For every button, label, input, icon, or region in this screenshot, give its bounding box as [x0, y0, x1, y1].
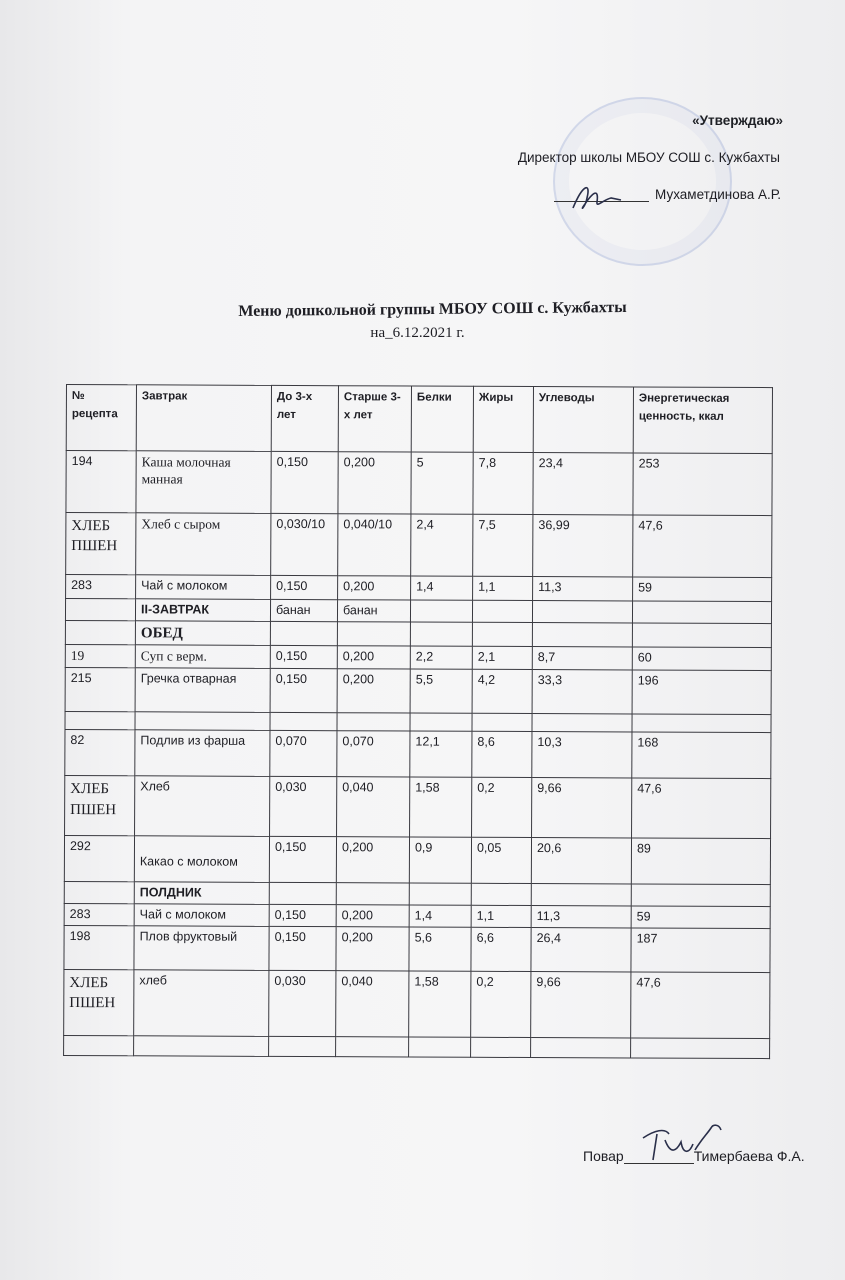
- cell-fat: 4,2: [472, 670, 532, 714]
- table-row: [64, 1035, 770, 1058]
- table-row: [65, 645, 771, 671]
- table-header-row: [66, 385, 772, 454]
- cell-protein: 1,4: [409, 905, 471, 927]
- cook-name: Тимербаева Ф.А.: [693, 1148, 805, 1164]
- cell-dish: Хлеб с сыром: [136, 513, 271, 576]
- table-row: [65, 620, 771, 648]
- section-snack: ПОЛДНИК: [134, 882, 269, 904]
- cell-fat: 6,6: [471, 927, 531, 971]
- cell-over-3: 0,040/10: [338, 514, 411, 576]
- cell-protein: 0,9: [409, 837, 471, 883]
- table-row: [66, 575, 772, 602]
- cell-under-3: 0,070: [270, 731, 337, 777]
- cell-over-3: [336, 1036, 409, 1056]
- approval-heading: «Утверждаю»: [692, 113, 783, 128]
- cook-label: Повар: [583, 1148, 624, 1164]
- cell-over-3: 0,200: [337, 646, 410, 669]
- cell-carbs: 33,3: [532, 670, 632, 714]
- cell-energy: 59: [633, 577, 772, 602]
- cell-carbs: 11,3: [531, 906, 631, 928]
- cell-protein: 12,1: [410, 731, 472, 777]
- cell-fat: 2,1: [472, 647, 532, 670]
- cell-dish: Гречка отварная: [135, 668, 270, 713]
- menu-date: на_6.12.2021 г.: [370, 325, 465, 341]
- cell-over-3: 0,040: [336, 970, 409, 1036]
- cell-protein: 1,58: [410, 777, 472, 837]
- cell-fat: [472, 600, 532, 622]
- cell-fat: [471, 884, 531, 906]
- cell-dish: Плов фруктовый: [134, 925, 269, 970]
- cell-recipe: [65, 712, 135, 730]
- cell-protein: 2,4: [411, 514, 473, 576]
- cell-recipe: 283: [64, 903, 134, 925]
- director-line: Директор школы МБОУ СОШ с. Кужбахты: [517, 150, 780, 165]
- cell-recipe: ХЛЕБ ПШЕН: [65, 776, 135, 836]
- cell-dish: [134, 1035, 269, 1056]
- cell-protein: 5,5: [410, 669, 472, 713]
- cell-under-3: 0,150: [271, 575, 338, 599]
- cell-fat: [472, 714, 532, 732]
- cell-carbs: 26,4: [531, 927, 631, 971]
- cell-energy: [631, 884, 770, 906]
- cell-under-3: 0,150: [269, 904, 336, 926]
- cell-under-3: 0,150: [270, 646, 337, 669]
- cell-dish: Хлеб: [135, 776, 270, 837]
- cell-carbs: 23,4: [533, 453, 633, 515]
- cell-fat: 7,5: [473, 514, 533, 576]
- cook-underline: [624, 1148, 694, 1164]
- cell-fat: 1,1: [473, 576, 533, 600]
- cell-recipe: 198: [64, 925, 134, 969]
- cell-recipe: 215: [65, 668, 135, 712]
- cell-under-3: 0,030/10: [271, 513, 338, 575]
- cell-carbs: 8,7: [532, 647, 632, 670]
- section-lunch: ОБЕД: [135, 620, 270, 645]
- cell-dish: хлеб: [134, 969, 269, 1036]
- cell-protein: [410, 713, 472, 731]
- cell-dish: Суп с верм.: [135, 645, 270, 669]
- cell-over-3: 0,070: [337, 731, 410, 777]
- cell-dish: Каша молочная манная: [136, 451, 271, 514]
- cell-over-3: 0,200: [336, 837, 409, 883]
- menu-title: Меню дошкольной группы МБОУ СОШ с. Кужбахты: [238, 298, 627, 321]
- cell-energy: 89: [631, 838, 770, 885]
- cell-carbs: 9,66: [531, 971, 631, 1037]
- table-row: [65, 730, 771, 779]
- director-signature: [565, 178, 625, 218]
- cell-carbs: 11,3: [533, 577, 633, 601]
- table-row: [64, 836, 770, 885]
- cell-energy: 253: [633, 453, 772, 516]
- cell-energy: [631, 1038, 770, 1059]
- cell-recipe: [65, 599, 135, 621]
- cell-recipe: ХЛЕБ ПШЕН: [64, 969, 134, 1035]
- header-fat: Жиры: [473, 386, 533, 452]
- cell-protein: 5,6: [409, 927, 471, 971]
- cell-energy: 59: [631, 906, 770, 928]
- header-energy: Энергетическая ценность, ккал: [633, 387, 772, 454]
- cell-carbs: [532, 622, 632, 647]
- cell-carbs: 20,6: [531, 838, 631, 884]
- cell-energy: [632, 714, 771, 733]
- header-carbs: Углеводы: [533, 387, 633, 453]
- cell-carbs: 10,3: [532, 732, 632, 778]
- table-row: [64, 925, 770, 972]
- cell-carbs: [532, 714, 632, 732]
- cell-over-3: [337, 621, 410, 646]
- cell-energy: 47,6: [633, 515, 772, 578]
- cell-protein: [409, 883, 471, 905]
- cell-energy: [632, 601, 771, 623]
- table-row: [66, 451, 772, 516]
- cell-over-3: 0,200: [336, 905, 409, 927]
- cell-protein: 1,58: [409, 971, 471, 1037]
- cell-under-3: 0,030: [270, 777, 337, 837]
- cell-carbs: 9,66: [532, 778, 632, 838]
- cell-over-3: 0,200: [338, 452, 411, 514]
- cook-signature-line: [583, 1148, 805, 1164]
- table-row: [66, 513, 772, 578]
- cell-carbs: [532, 601, 632, 623]
- cell-recipe: 292: [64, 836, 134, 882]
- cell-fat: 8,6: [472, 732, 532, 778]
- cell-energy: [632, 623, 771, 648]
- cell-energy: 196: [632, 670, 771, 715]
- cell-under-3: 0,030: [269, 970, 336, 1036]
- cell-recipe: 283: [66, 575, 136, 599]
- cell-over-3: 0,200: [336, 926, 409, 970]
- cell-dish: Подлив из фарша: [135, 730, 270, 777]
- cell-energy: 60: [632, 647, 771, 671]
- cell-protein: 1,4: [411, 576, 473, 600]
- cell-under-3: [270, 621, 337, 646]
- cell-protein: [409, 1037, 471, 1057]
- cell-fat: 0,2: [471, 971, 531, 1037]
- cell-recipe: [64, 1035, 134, 1055]
- cell-under-3: [269, 883, 336, 905]
- cell-under-3: 0,150: [270, 669, 337, 713]
- cell-protein: [410, 600, 472, 622]
- table-row: [65, 668, 771, 715]
- header-protein: Белки: [411, 386, 473, 452]
- header-under-3: До 3-х лет: [271, 385, 338, 451]
- cell-energy: 47,6: [632, 778, 771, 839]
- cell-recipe: 194: [66, 451, 136, 513]
- cell-under-3: банан: [270, 599, 337, 621]
- cell-carbs: [531, 1037, 631, 1057]
- cell-dish: Чай с молоком: [134, 904, 269, 926]
- cell-under-3: 0,150: [269, 837, 336, 883]
- cell-carbs: [531, 884, 631, 906]
- cell-fat: [471, 1037, 531, 1057]
- director-name: Мухаметдинова А.Р.: [655, 187, 781, 202]
- cell-dish: II-ЗАВТРАК: [135, 599, 270, 621]
- cell-over-3: [336, 883, 409, 905]
- cell-fat: 0,2: [472, 778, 532, 838]
- table-row: [65, 776, 771, 839]
- cell-fat: 1,1: [471, 905, 531, 927]
- cell-over-3: [337, 713, 410, 731]
- table-row: [64, 903, 770, 928]
- cell-under-3: 0,150: [269, 926, 336, 970]
- cell-fat: 7,8: [473, 452, 533, 514]
- cell-protein: [410, 622, 472, 647]
- header-over-3: Старше 3-х лет: [338, 386, 411, 452]
- cell-protein: 2,2: [410, 646, 472, 669]
- cell-over-3: 0,200: [338, 576, 411, 600]
- cell-recipe: ХЛЕБ ПШЕН: [66, 513, 136, 575]
- cell-recipe: [64, 882, 134, 904]
- table-row: [64, 969, 770, 1038]
- header-breakfast: Завтрак: [136, 385, 271, 452]
- cell-energy: 168: [632, 732, 771, 779]
- cell-energy: 47,6: [631, 972, 770, 1039]
- table-row: [65, 599, 771, 624]
- cell-over-3: банан: [337, 600, 410, 622]
- cell-under-3: 0,150: [271, 451, 338, 513]
- cell-dish: [135, 712, 270, 731]
- cell-dish: Какао с молоком: [134, 836, 269, 883]
- cell-over-3: 0,200: [337, 669, 410, 713]
- header-recipe: № рецепта: [66, 385, 136, 451]
- menu-table: [63, 384, 773, 1059]
- cell-over-3: 0,040: [337, 777, 410, 837]
- cell-under-3: [269, 1036, 336, 1056]
- cell-dish: Чай с молоком: [136, 575, 271, 600]
- cell-fat: 0,05: [471, 838, 531, 884]
- cell-recipe: 82: [65, 730, 135, 776]
- cell-recipe: [65, 620, 135, 645]
- cell-under-3: [270, 713, 337, 731]
- cell-carbs: 36,99: [533, 515, 633, 577]
- cell-protein: 5: [411, 452, 473, 514]
- table-row: [64, 882, 770, 907]
- cell-recipe: 19: [65, 645, 135, 668]
- cell-energy: 187: [631, 928, 770, 973]
- cell-fat: [472, 622, 532, 647]
